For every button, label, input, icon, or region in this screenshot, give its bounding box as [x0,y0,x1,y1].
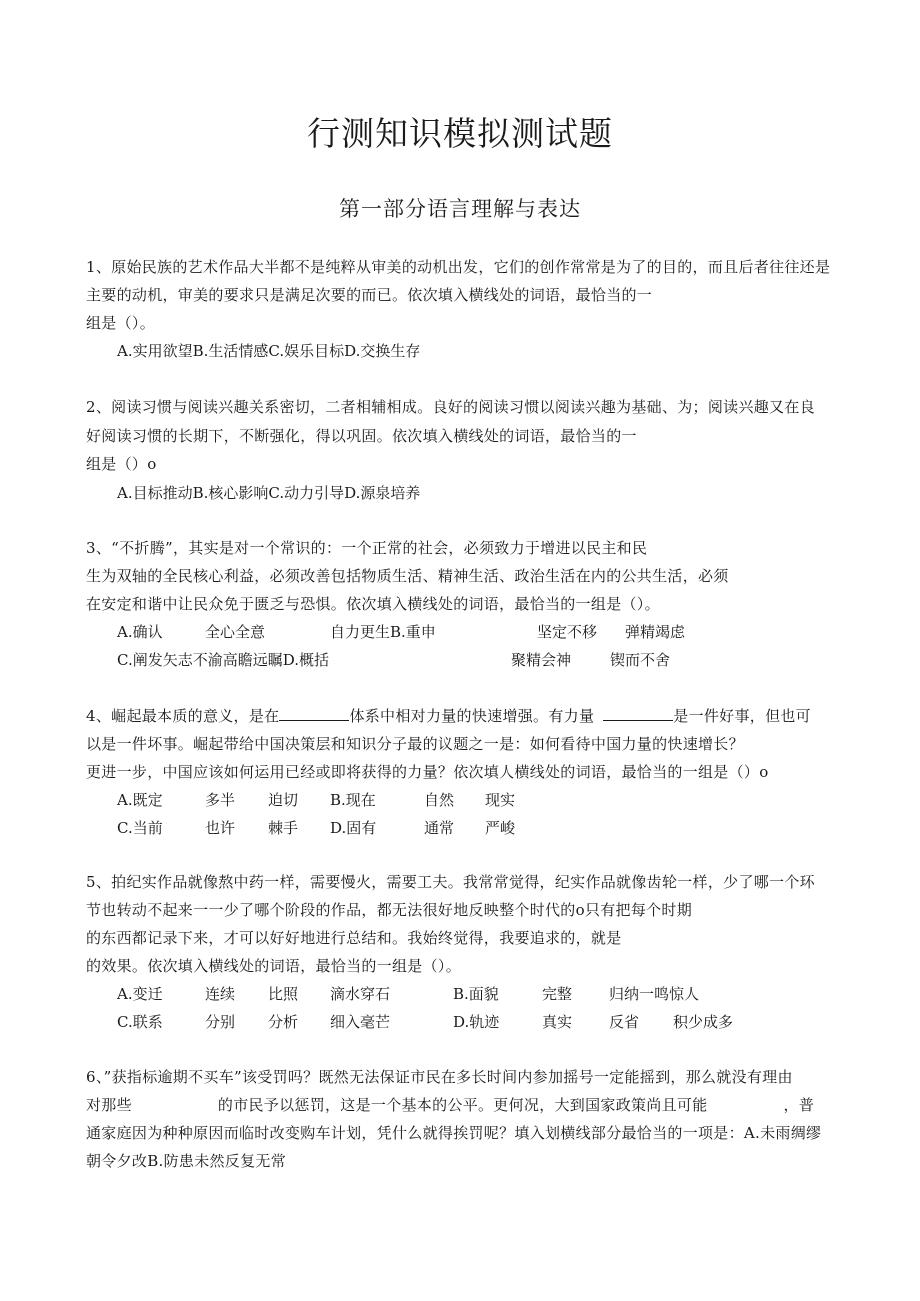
q5-option-c: C.联系 [117,1013,163,1031]
q5-option-a-word-3: 比照 [268,985,299,1003]
q4-option-d-word-3: 严峻 [485,819,516,837]
q5-option-a-word-2: 连续 [205,985,236,1003]
q3-option-a-word-2: 全心全意 [205,623,266,641]
q5-option-b-word-3-4: 归纳一鸣惊人 [609,985,700,1003]
q5-option-c-word-2: 分别 [205,1013,236,1031]
q4-option-b: B.现在 [330,791,376,809]
q3-option-b-word-3: 弹精竭虑 [625,623,686,641]
q4-text-b: 体系中相对力量的快速增强。有力量 [349,707,595,725]
q5-line-4: 的效果。依次填入横线处的词语，最恰当的一组是（）。 [86,957,462,975]
q3-option-a: A.确认 [117,623,163,641]
q5-option-a: A.变迁 [117,985,163,1003]
q4-line-1 [86,705,811,726]
q1-options: A.实用欲望B.生活情感C.娱乐目标D.交换生存 [117,342,421,360]
q3-option-d-word-2: 聚精会神 [511,651,572,669]
q1-line-3: 组是（）。 [86,314,156,332]
q3-line-3: 在安定和谐中让民众免于匮乏与恐惧。依次填入横线处的词语，最恰当的一组是（）。 [86,595,660,613]
q5-option-c-word-3: 分析 [268,1013,299,1031]
q3-option-b-word-2: 坚定不移 [537,623,598,641]
q4-option-c-word-3: 棘手 [268,819,299,837]
q5-option-c-word-4: 细入毫芒 [330,1013,391,1031]
section-title: 第一部分语言理解与表达 [339,197,581,221]
q5-option-d: D.轨迹 [453,1013,500,1031]
q5-option-b-word-2: 完整 [542,985,573,1003]
blank-line [279,706,349,721]
q4-line-2: 以是一件坏事。崛起带给中国决策层和知识分子最的议题之一是：如何看待中国力量的快速增长？ [86,735,744,753]
q4-option-b-word-2: 自然 [424,791,455,809]
q4-text-a: 4、崛起最本质的意义，是在 [86,707,280,725]
q4-option-c-word-2: 也许 [205,819,236,837]
q4-option-b-word-3: 现实 [485,791,516,809]
q5-option-a-word-4: 滴水穿石 [330,985,391,1003]
q5-option-d-word-2: 真实 [542,1013,573,1031]
q5-line-2: 节也转动不起来一一少了哪个阶段的作品，都无法很好地反映整个时代的o只有把每个时期 [86,901,693,919]
q2-options: A.目标推动B.核心影响C.动力引导D.源泉培养 [117,484,421,502]
q5-line-1: 5、拍纪实作品就像熬中药一样，需要慢火，需要工夫。我常常觉得，纪实作品就像齿轮一样，少了哪一个环 [86,873,815,891]
q5-line-3: 的东西都记录下来，才可以好好地进行总结和。我始终觉得，我要追求的，就是 [86,929,622,947]
blank-line [603,706,673,721]
q6-line-1: 6、”获指标逾期不买车”该受罚吗？既然无法保证市民在多长时间内参加摇号一定能摇到，那么就没有理由 [86,1068,793,1086]
q1-line-1: 1、原始民族的艺术作品大半都不是纯粹从审美的动机出发，它们的创作常常是为了的目的，而且后者往往还是 [86,258,831,276]
q6-line-3: 通家庭因为种种原因而临时改变购车计划，凭什么就得挨罚呢？填入划横线部分最恰当的一项是：A.未雨绸缪 [86,1124,822,1142]
q4-line-3: 更进一步，中国应该如何运用已经或即将获得的力量？依次填人横线处的词语，最恰当的一组是（）o [86,763,769,781]
q2-line-2: 好阅读习惯的长期下，不断强化，得以巩固。依次填入横线处的词语，最恰当的一 [86,427,637,445]
q6-text-c: ，普 [783,1096,815,1114]
q3-line-1: 3、“不折腾”，其实是对一个常识的：一个正常的社会，必须致力于增进以民主和民 [86,539,648,557]
q4-option-d-word-2: 通常 [424,819,455,837]
q6-text-a: 对那些 [86,1096,132,1114]
q4-option-c: C.当前 [117,819,163,837]
q3-option-a-word-3-b: 自力更生B.重申 [330,623,436,641]
q2-line-3: 组是（）o [86,455,157,473]
q3-option-d-word-3: 锲而不舍 [610,651,671,669]
q5-option-d-word-4: 积少成多 [673,1013,734,1031]
q3-option-c-d: C.阐发矢志不渝高瞻远瞩D.概括 [117,651,329,669]
q4-option-a: A.既定 [117,791,163,809]
q4-text-c: 是一件好事，但也可 [673,707,811,725]
q5-option-d-word-3: 反省 [609,1013,640,1031]
q2-line-1: 2、阅读习惯与阅读兴趣关系密切，二者相辅相成。良好的阅读习惯以阅读兴趣为基础、为；阅读兴趣又在良 [86,398,815,416]
page-title: 行测知识模拟测试题 [307,114,613,153]
q3-line-2: 生为双轴的全民核心利益，必须改善包括物质生活、精神生活、政治生活在内的公共生活，必须 [86,567,729,585]
q5-option-b: B.面貌 [453,985,499,1003]
q6-line-2 [86,1094,814,1115]
q6-line-4: 朝令夕改B.防患未然反复无常 [86,1152,286,1170]
q1-line-2: 主要的动机，审美的要求只是满足次要的而已。依次填入横线处的词语，最恰当的一 [86,286,653,304]
q6-text-b: 的市民予以惩罚，这是一个基本的公平。更何况，大到国家政策尚且可能 [217,1096,708,1114]
q4-option-d: D.固有 [330,819,377,837]
q4-option-a-word-3: 迫切 [268,791,299,809]
q4-option-a-word-2: 多半 [205,791,236,809]
